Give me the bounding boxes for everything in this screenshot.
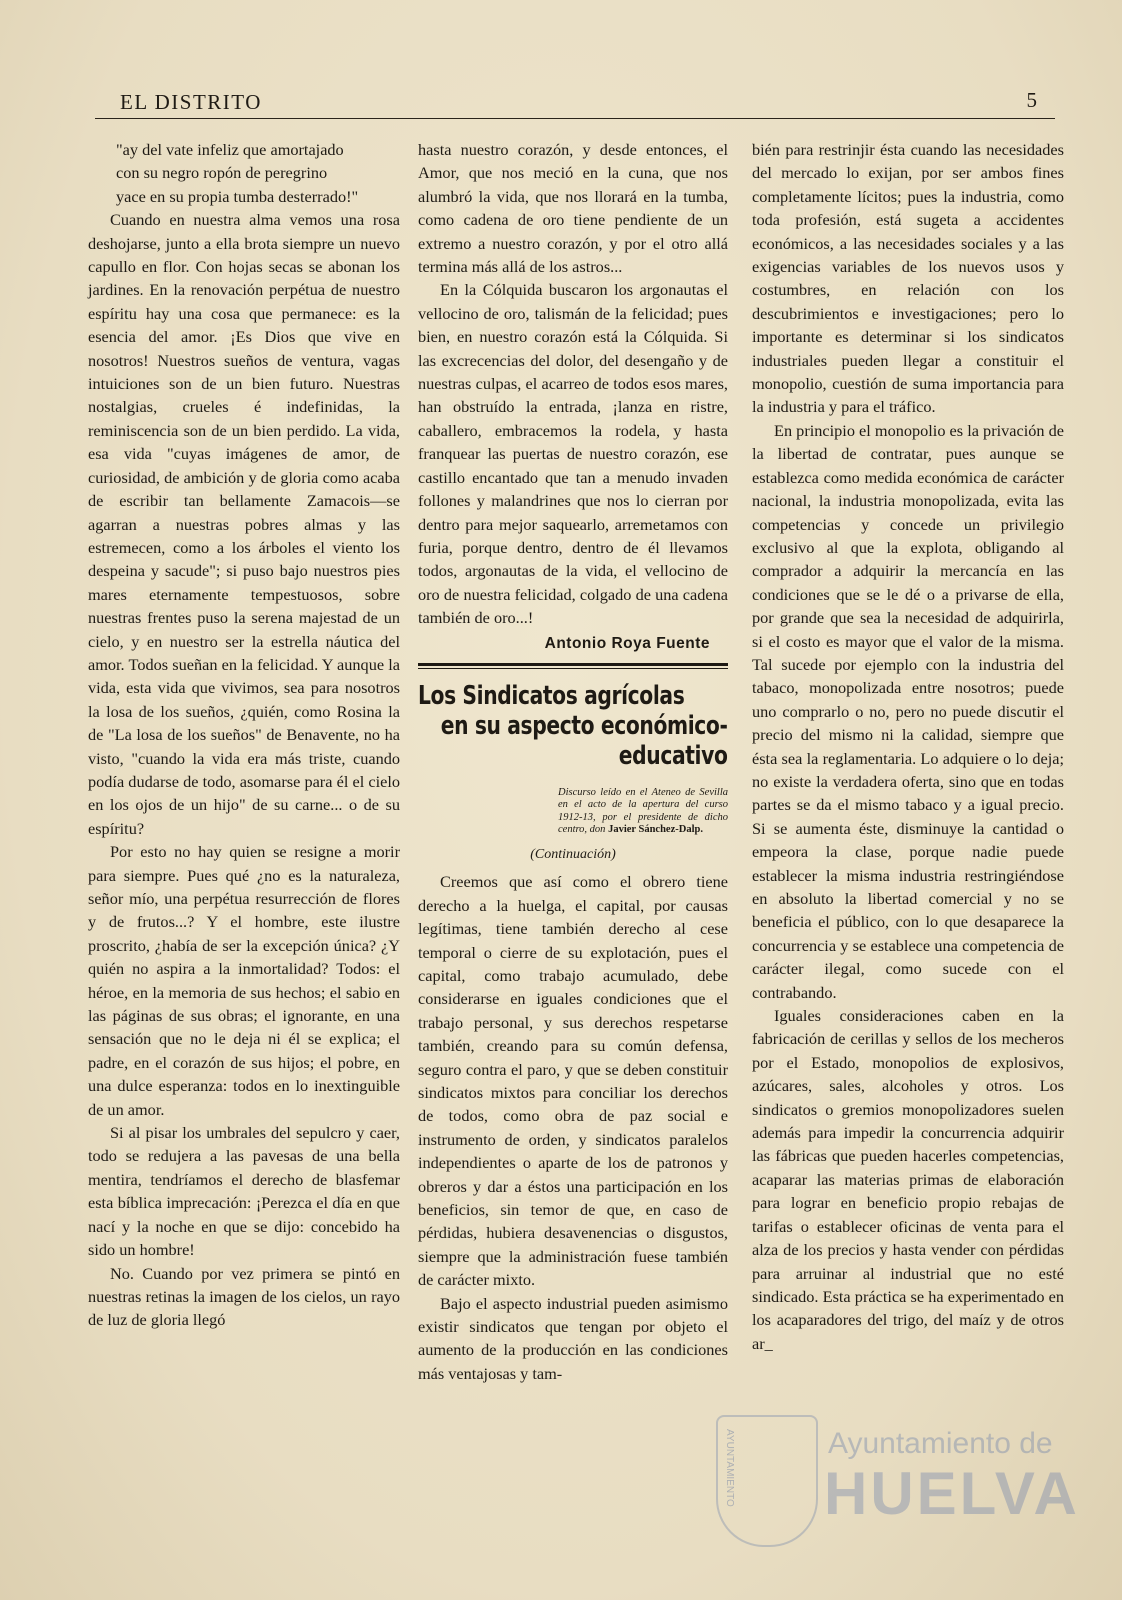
- note-author: Javier Sánchez-Dalp.: [608, 824, 703, 836]
- title-line-2: en su aspecto económico-educativo: [440, 710, 728, 771]
- column-2: [418, 138, 728, 1385]
- article-signature: Antonio Roya Fuente: [544, 634, 710, 652]
- page-number: 5: [1026, 88, 1037, 112]
- watermark-line-2: HUELVA: [824, 1460, 1080, 1527]
- watermark-logo: [716, 1415, 1086, 1585]
- speech-note: [418, 787, 728, 837]
- paragraph: hasta nuestro corazón, y desde entonces, el Amor, que nos meció en la cuna, que nos alumbró la vida, que nos llorará en la tumba, como cadena de oro tiene pendiente de un extremo a nuestro corazón, y por el otro allá termina más allá de los astros...: [418, 140, 728, 277]
- verse-line: con su negro ropón de peregrino: [116, 163, 328, 183]
- masthead: EL DISTRITO: [120, 90, 262, 114]
- continuation-label: (Continuación): [530, 846, 616, 862]
- verse-quote: [88, 138, 400, 208]
- verse-line: yace en su propia tumba desterrado!": [116, 186, 359, 206]
- column-3: [752, 138, 1064, 1355]
- paragraph: bién para restrinjir ésta cuando las necesidades del mercado lo exijan, por ser ambos fines completamente lícitos; pues la industria, como toda profesión, está sugeta a accidentes económicos, a las necesidades sociales y a las exigencias variables de los nuevos usos y costumbres, en relación con los descubrimientos e investigaciones; pero lo importante es determinar si los sindicatos industriales pueden llegar a constituir el monopolio, cuestión de suma importancia para la industria y para el tráfico.: [752, 140, 1064, 417]
- article-title: [418, 681, 728, 771]
- column-1: [88, 138, 400, 1332]
- paragraph: Cuando en nuestra alma vemos una rosa deshojarse, junto a ella brota siempre un nuevo capullo en flor. Con hojas secas se abonan los jardines. En la renovación perpétua de nuestro espíritu hay una cosa que permanece: es la esencia del amor. ¡Es Dios que vive en nosotros! Nuestros sueños de ventura, vagas intuiciones son de un bien futuro. Nuestras nostalgias, crueles é indefinidas, la reminiscencia son de un bien perdido. La vida, esa vida "cuyas imágenes de amor, de curiosidad, de ambición y de gloria como acaba de escribir tan bellamente Zamacois—se agarran a nuestras pobres almas y las estremecen, como a los árboles el viento los despeina y sacude"; si puso bajo nuestros pies mares eternamente tempestuosos, sobre nuestras frentes puso la serena majestad de un cielo, y en nuestro ser la estrella náutica del amor. Todos sueñan en la felicidad. Y aunque la vida, esta vida que vivimos, sea para nosotros la losa de los sueños, ¿quién, como Rosina la de "La losa de los sueños" de Benavente, no ha visto, "cuando la vida era más triste, cuando podía dudarse de todo, asomarse para él el cielo en los ojos de un hijo" de su carne... o de su espíritu?: [88, 210, 400, 838]
- watermark-line-1: Ayuntamiento de: [828, 1427, 1053, 1460]
- page-header: [95, 88, 1055, 119]
- paragraph: En principio el monopolio es la privación de la libertad de contratar, pues aunque se establezca como medida económica de carácter nacional, la industria monopolizada, evita las competencias y concede un privilegio exclusivo al que la explota, obligando al comprador a adquirir la mercancía en las condiciones que se le dé o a privarse de ella, por grande que sea la necesidad de adquirirla, si el costo es mayor que el valor de la misma. Tal sucede por ejemplo con la industria del tabaco, monopolizada entre nosotros; puede uno comprarlo o no, pero no puede discutir el precio del mismo ni la calidad, siempre que ésta sea la reglamentaria. Lo adquiere o lo deja; no existe la verdadera oferta, sino que en todas partes se da el mismo tabaco y a igual precio. Si se aumenta éste, disminuye la cantidad o empeora la clase, porque nadie puede establecer la misma industria restringiéndose en absoluto la libertad comercial y no se beneficia el público, con lo que desaparece la concurrencia y se establece una competencia de carácter ilegal, como sucede con el contrabando.: [752, 420, 1064, 1002]
- paragraph: En la Cólquida buscaron los argonautas el vellocino de oro, talismán de la felicidad; pues bien, en nuestro corazón está la Cólquida. Si las excrecencias del dolor, del desengaño y de nuestras culpas, el acarreo de todos esos mares, han obstruído la entrada, ¡lanza en ristre, caballero, embracemos la rodela, y hasta franquear las puertas de nuestro corazón, ese castillo encantado que tan a menudo invaden follones y malandrines que nos lo cierran por dentro para mejor saquearlo, arremetamos con furia, porque dentro, dentro de él llevamos todos, argonautas de la vida, el vellocino de oro de nuestra felicidad, colgado de una cadena también de oro...!: [418, 280, 728, 628]
- shield-text: AYUNTAMIENTO: [724, 1429, 735, 1507]
- paragraph: Iguales consideraciones caben en la fabricación de cerillas y sellos de los mecheros por el Estado, monopolios de explosivos, azúcares, sales, alcoholes y otros. Los sindicatos o gremios monopolizadores suelen además para impedir la concurrencia adquirir las fábricas que pueden hacerles competencias, acaparar las materias primas de elaboración para lograr en beneficio propio rebajas de tarifas o establecer oficinas de venta para el alza de los precios y hasta vender con pérdidas para arruinar al industrial que no esté sindicado. Esta práctica se ha experimentado en los acaparadores del trigo, del maíz y de otros ar_: [752, 1006, 1064, 1353]
- note-text: Discurso leído en el Ateneo de Sevilla en el acto de la apertura del curso 1912-13, por el presidente de dicho centro, don: [558, 786, 728, 836]
- section-divider: [418, 663, 728, 669]
- title-line-1: Los Sindicatos agrícolas: [418, 680, 685, 711]
- paragraph: Bajo el aspecto industrial pueden asimismo existir sindicatos que tengan por objeto el aumento de la producción en las condiciones más ventajosas y tam-: [418, 1293, 728, 1383]
- paragraph: Por esto no hay quien se resigne a morir para siempre. Pues qué ¿no es la naturaleza, señor mío, una perpétua resurrección de flores y de frutos...? Y el hombre, este ilustre proscrito, ¿había de ser la excepción única? ¿Y quién no aspira a la inmortalidad? Todos: el héroe, en la memoria de sus hechos; el sabio en las páginas de sus obras; el ignorante, en una sensación que no le deja ni él se explica; el padre, en el corazón de sus hijos; el pobre, en una dulce esperanza: todos en lo inextinguible de un amor.: [88, 842, 400, 1119]
- paragraph: Si al pisar los umbrales del sepulcro y caer, todo se redujera a las pavesas de una bella mentira, tendríamos el derecho de blasfemar esta bíblica imprecación: ¡Perezca el día en que nací y la noche en que se dijo: concebido ha sido un hombre!: [88, 1123, 400, 1260]
- paragraph: Creemos que así como el obrero tiene derecho a la huelga, el capital, por causas legítimas, tiene también derecho al cese temporal o cierre de su explotación, pues el capital, como trabajo acumulado, debe considerarse en iguales condiciones que el trabajo personal, y sus derechos respetarse también, creando para su común defensa, seguro contra el paro, y que se deben constituir sindicatos mixtos para conciliar los derechos de todos, como obra de paz social e instrumento de orden, y sindicatos paralelos independientes o aparte de los de patronos y obreros y dar a éstos una participación en los beneficios, sin temor de que, en caso de pérdidas, hubiera desavenencias o disgustos, siempre que la administración fuese también de carácter mixto.: [418, 872, 728, 1290]
- paragraph: No. Cuando por vez primera se pintó en nuestras retinas la imagen de los cielos, un rayo de luz de gloria llegó: [88, 1263, 400, 1330]
- verse-line: "ay del vate infeliz que amortajado: [116, 140, 344, 159]
